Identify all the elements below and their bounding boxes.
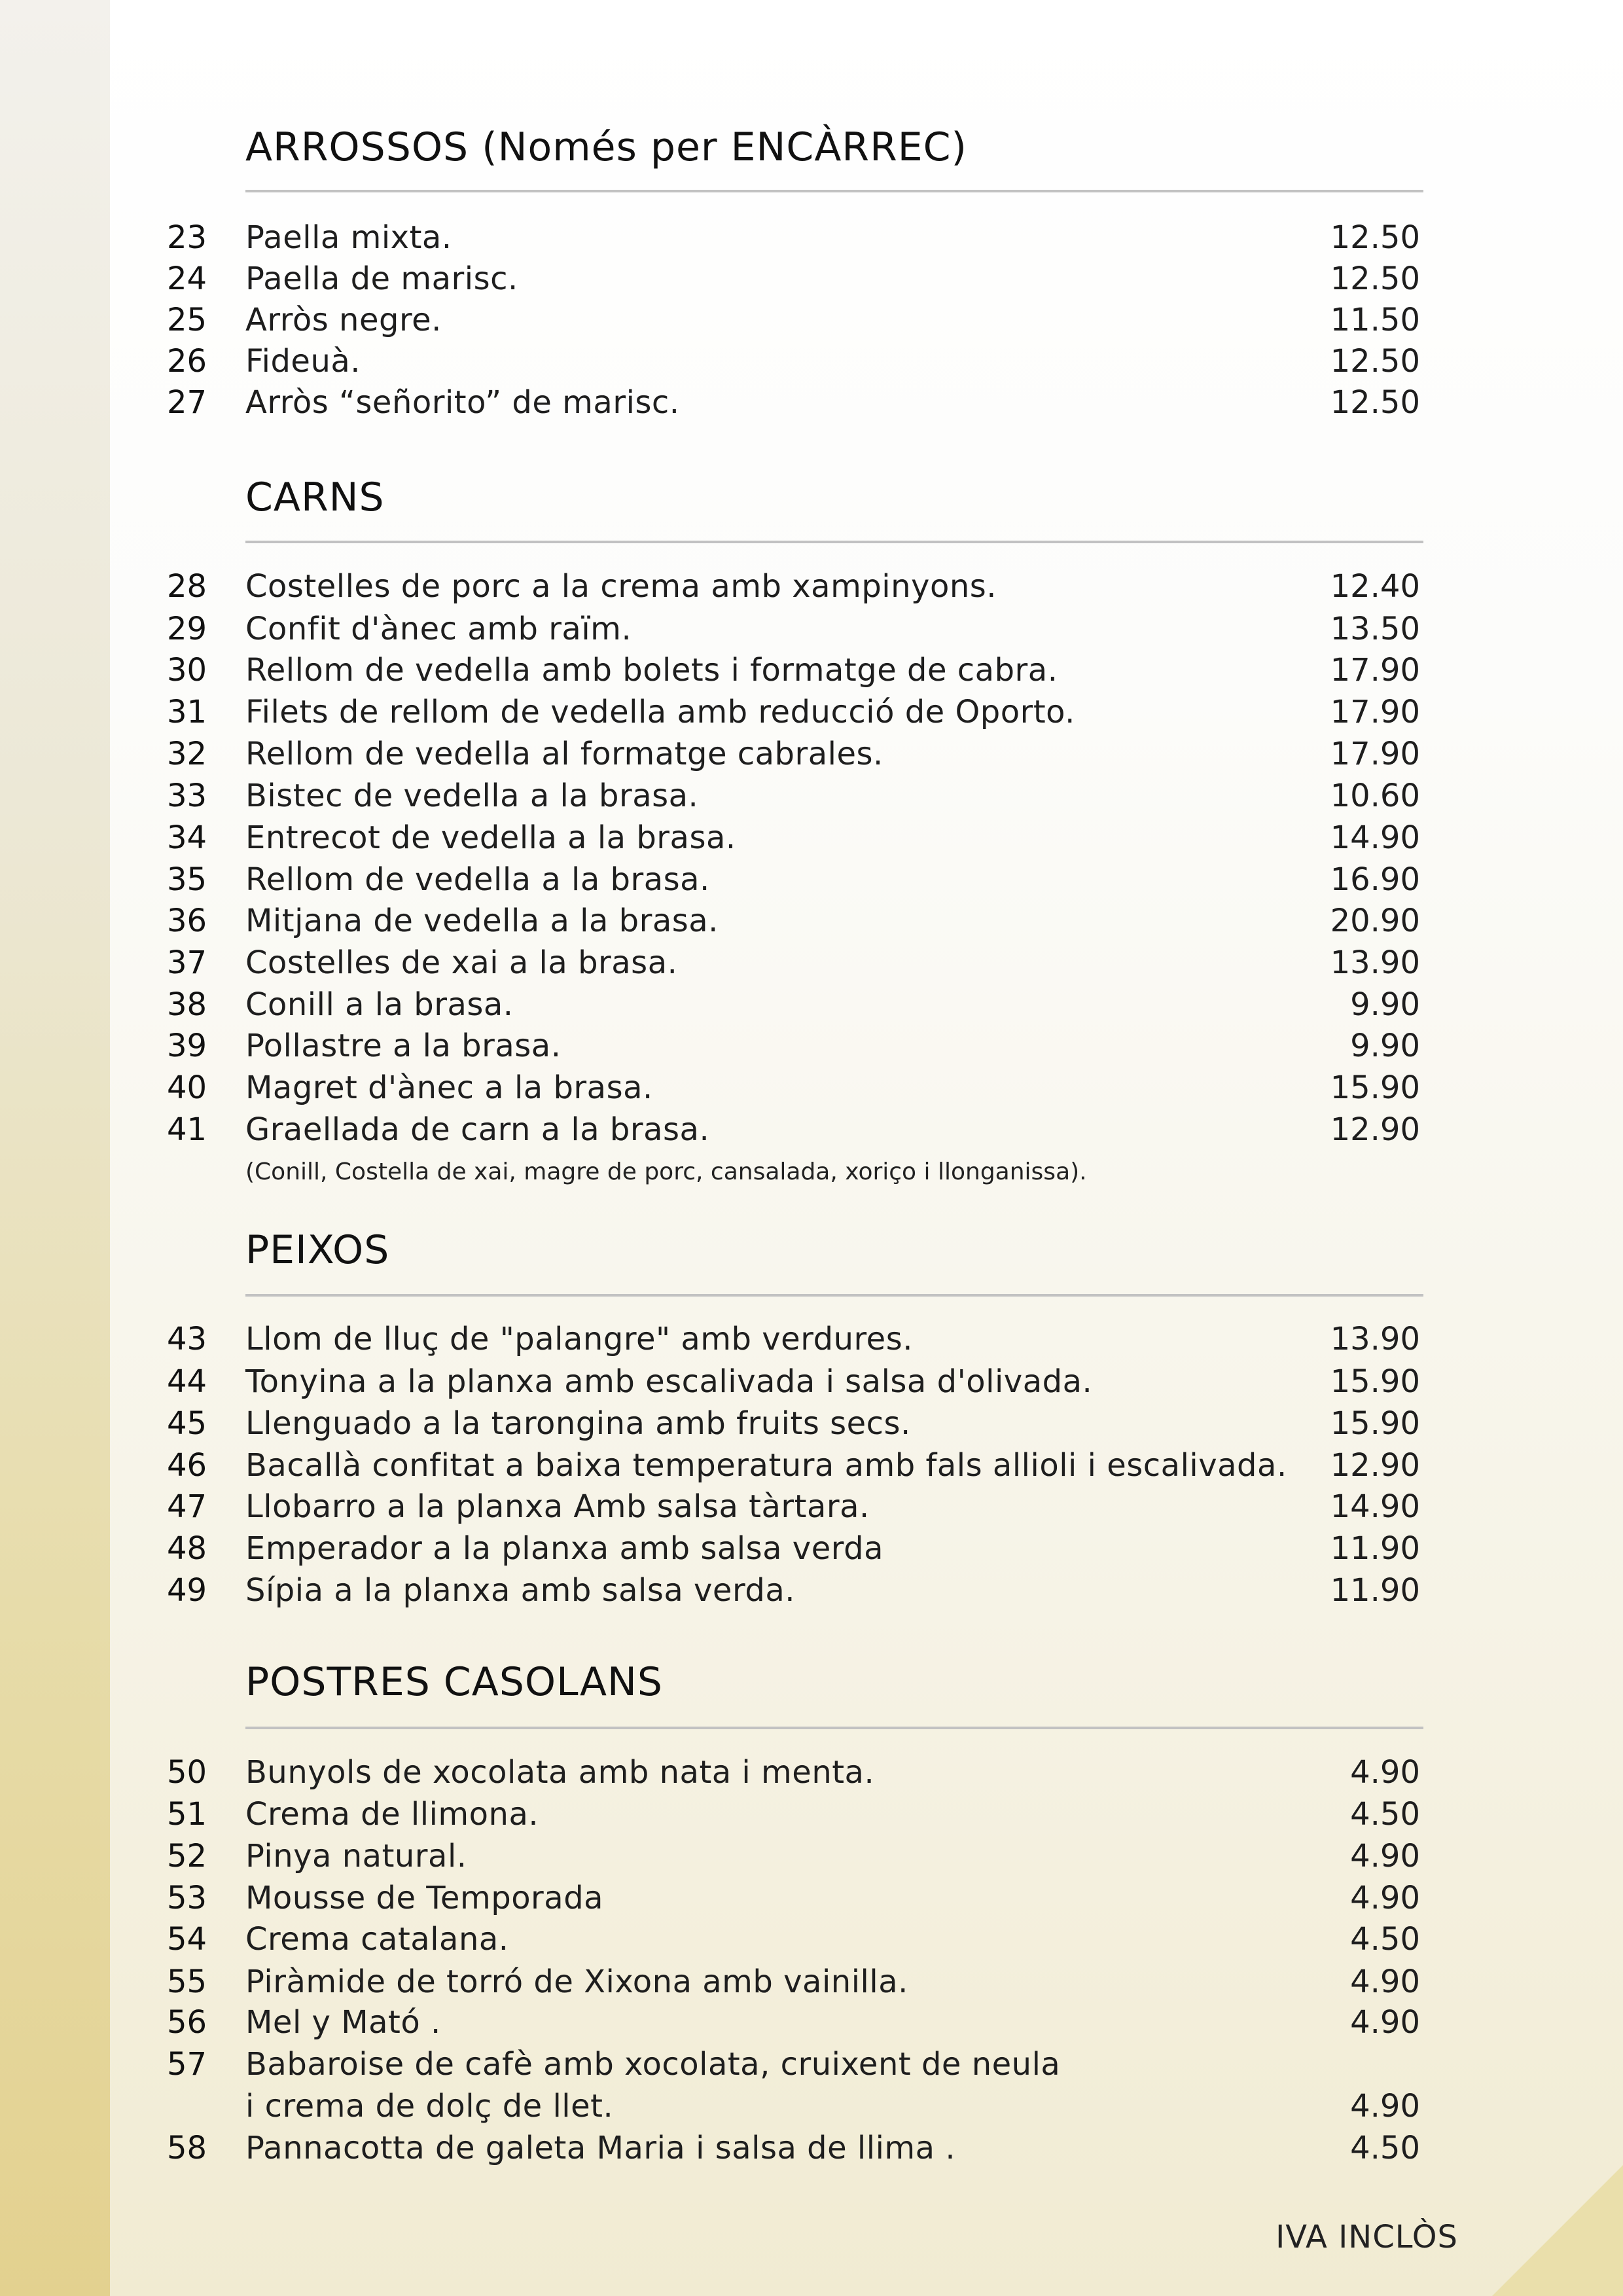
item-name: Llom de lluç de "palangre" amb verdures. <box>245 1321 913 1357</box>
item-number: 33 <box>167 778 207 814</box>
item-name: Pannacotta de galeta Maria i salsa de llima . <box>245 2130 956 2166</box>
item-price: 20.90 <box>1330 903 1420 939</box>
item-number: 56 <box>167 2004 207 2041</box>
item-name: Filets de rellom de vedella amb reducció de Oporto. <box>245 694 1075 730</box>
section-title: CARNS <box>245 475 385 520</box>
item-name: Pinya natural. <box>245 1838 467 1874</box>
item-number: 27 <box>167 384 207 421</box>
item-name: Crema de llimona. <box>245 1796 539 1833</box>
item-number: 41 <box>167 1111 207 1148</box>
section-title: POSTRES CASOLANS <box>245 1659 663 1705</box>
item-number: 48 <box>167 1530 207 1567</box>
item-price: 12.50 <box>1330 260 1420 297</box>
item-price: 12.40 <box>1330 568 1420 605</box>
item-price: 12.90 <box>1330 1111 1420 1148</box>
item-name-continued: i crema de dolç de llet. <box>245 2088 614 2125</box>
item-price: 11.90 <box>1330 1572 1420 1609</box>
item-note: (Conill, Costella de xai, magre de porc, cansalada, xoriço i llonganissa). <box>245 1158 1087 1185</box>
item-number: 49 <box>167 1572 207 1609</box>
section-title: ARROSSOS (Només per ENCÀRREC) <box>245 124 967 170</box>
tax-note: IVA INCLÒS <box>1275 2219 1458 2255</box>
item-name: Llobarro a la planxa Amb salsa tàrtara. <box>245 1488 870 1525</box>
item-name: Costelles de xai a la brasa. <box>245 944 678 981</box>
item-number: 55 <box>167 1964 207 2000</box>
item-number: 37 <box>167 944 207 981</box>
item-name: Piràmide de torró de Xixona amb vainilla. <box>245 1964 908 2000</box>
section-divider <box>245 190 1423 192</box>
item-price: 9.90 <box>1350 986 1420 1023</box>
item-name: Bistec de vedella a la brasa. <box>245 778 699 814</box>
item-price: 16.90 <box>1330 861 1420 898</box>
item-number: 36 <box>167 903 207 939</box>
section-divider <box>245 1294 1423 1297</box>
item-price: 15.90 <box>1330 1069 1420 1106</box>
item-number: 58 <box>167 2130 207 2166</box>
item-number: 50 <box>167 1754 207 1791</box>
item-name: Mousse de Temporada <box>245 1880 604 1916</box>
item-name: Paella de marisc. <box>245 260 518 297</box>
item-number: 57 <box>167 2046 207 2083</box>
item-name: Mitjana de vedella a la brasa. <box>245 903 719 939</box>
item-number: 40 <box>167 1069 207 1106</box>
item-price: 15.90 <box>1330 1405 1420 1442</box>
item-price: 13.90 <box>1330 944 1420 981</box>
item-price: 14.90 <box>1330 1488 1420 1525</box>
item-price: 4.50 <box>1350 1921 1420 1958</box>
item-name: Entrecot de vedella a la brasa. <box>245 819 736 856</box>
item-price: 17.90 <box>1330 736 1420 772</box>
item-name: Rellom de vedella al formatge cabrales. <box>245 736 883 772</box>
item-price: 17.90 <box>1330 652 1420 689</box>
item-price: 12.50 <box>1330 343 1420 380</box>
item-name: Emperador a la planxa amb salsa verda <box>245 1530 884 1567</box>
item-name: Arròs “señorito” de marisc. <box>245 384 680 421</box>
item-price: 12.90 <box>1330 1447 1420 1484</box>
item-price: 12.50 <box>1330 219 1420 256</box>
item-name: Rellom de vedella a la brasa. <box>245 861 710 898</box>
item-number: 47 <box>167 1488 207 1525</box>
item-number: 25 <box>167 302 207 338</box>
item-price: 9.90 <box>1350 1028 1420 1064</box>
item-price: 14.90 <box>1330 819 1420 856</box>
item-name: Rellom de vedella amb bolets i formatge de cabra. <box>245 652 1058 689</box>
item-name: Magret d'ànec a la brasa. <box>245 1069 653 1106</box>
item-name: Mel y Mató . <box>245 2004 441 2041</box>
item-number: 52 <box>167 1838 207 1874</box>
item-name: Conill a la brasa. <box>245 986 514 1023</box>
item-number: 28 <box>167 568 207 605</box>
section-title: PEIXOS <box>245 1227 390 1273</box>
item-price: 11.50 <box>1330 302 1420 338</box>
item-number: 34 <box>167 819 207 856</box>
item-price: 12.50 <box>1330 384 1420 421</box>
item-number: 43 <box>167 1321 207 1357</box>
decorative-side-band <box>0 0 110 2296</box>
item-name: Costelles de porc a la crema amb xampinyons. <box>245 568 997 605</box>
item-price: 4.90 <box>1350 2088 1420 2125</box>
item-price: 4.90 <box>1350 1838 1420 1874</box>
item-number: 38 <box>167 986 207 1023</box>
item-name: Arròs negre. <box>245 302 442 338</box>
item-number: 23 <box>167 219 207 256</box>
item-name: Llenguado a la tarongina amb fruits secs. <box>245 1405 911 1442</box>
item-name: Pollastre a la brasa. <box>245 1028 562 1064</box>
item-name: Graellada de carn a la brasa. <box>245 1111 710 1148</box>
item-name: Crema catalana. <box>245 1921 509 1958</box>
item-price: 4.90 <box>1350 1754 1420 1791</box>
item-number: 26 <box>167 343 207 380</box>
item-price: 4.90 <box>1350 2004 1420 2041</box>
item-name: Bacallà confitat a baixa temperatura amb fals allioli i escalivada. <box>245 1447 1287 1484</box>
item-number: 31 <box>167 694 207 730</box>
item-price: 4.50 <box>1350 1796 1420 1833</box>
item-price: 4.90 <box>1350 1880 1420 1916</box>
item-price: 13.50 <box>1330 611 1420 647</box>
section-divider <box>245 1727 1423 1729</box>
item-name: Paella mixta. <box>245 219 452 256</box>
item-price: 13.90 <box>1330 1321 1420 1357</box>
item-name: Babaroise de cafè amb xocolata, cruixent de neula <box>245 2046 1061 2083</box>
item-number: 54 <box>167 1921 207 1958</box>
item-name: Fideuà. <box>245 343 361 380</box>
section-divider <box>245 541 1423 543</box>
item-price: 17.90 <box>1330 694 1420 730</box>
item-price: 4.50 <box>1350 2130 1420 2166</box>
item-number: 35 <box>167 861 207 898</box>
item-number: 53 <box>167 1880 207 1916</box>
item-number: 44 <box>167 1363 207 1400</box>
item-number: 30 <box>167 652 207 689</box>
item-price: 10.60 <box>1330 778 1420 814</box>
item-name: Confit d'ànec amb raïm. <box>245 611 632 647</box>
item-name: Sípia a la planxa amb salsa verda. <box>245 1572 795 1609</box>
item-name: Bunyols de xocolata amb nata i menta. <box>245 1754 875 1791</box>
item-number: 32 <box>167 736 207 772</box>
item-number: 39 <box>167 1028 207 1064</box>
decorative-corner <box>1492 2165 1623 2296</box>
item-name: Tonyina a la planxa amb escalivada i salsa d'olivada. <box>245 1363 1093 1400</box>
item-number: 24 <box>167 260 207 297</box>
item-number: 29 <box>167 611 207 647</box>
item-price: 15.90 <box>1330 1363 1420 1400</box>
item-price: 11.90 <box>1330 1530 1420 1567</box>
item-price: 4.90 <box>1350 1964 1420 2000</box>
item-number: 46 <box>167 1447 207 1484</box>
item-number: 45 <box>167 1405 207 1442</box>
item-number: 51 <box>167 1796 207 1833</box>
